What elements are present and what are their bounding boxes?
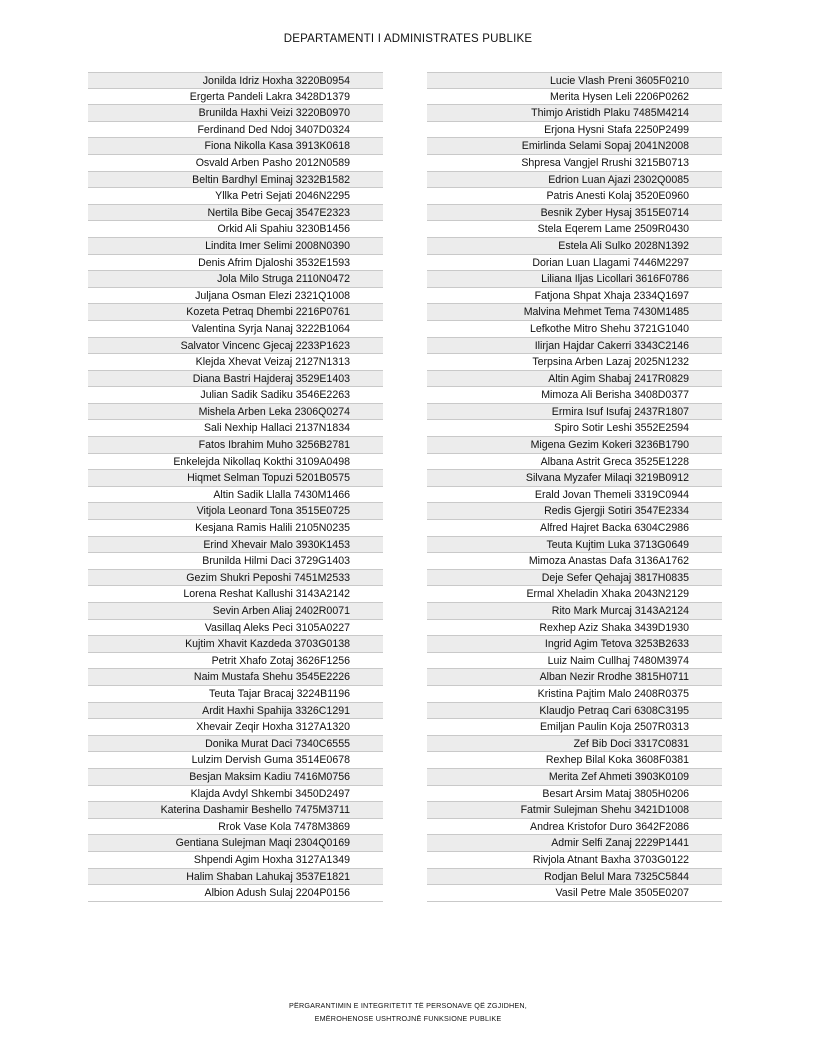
list-item: Rito Mark Murcaj 3143A2124 xyxy=(427,603,722,620)
list-item: Albana Astrit Greca 3525E1228 xyxy=(427,454,722,471)
footer-line-1: PËRGARANTIMIN E INTEGRITETIT TË PERSONAVE QË ZGJIDHEN, xyxy=(288,1001,528,1010)
left-name-column xyxy=(88,72,383,902)
list-item: Diana Bastri Hajderaj 3529E1403 xyxy=(88,371,383,388)
list-item: Xhevair Zeqir Hoxha 3127A1320 xyxy=(88,719,383,736)
list-item: Katerina Dashamir Beshello 7475M3711 xyxy=(88,802,383,819)
list-item: Merita Hysen Leli 2206P0262 xyxy=(427,89,722,106)
list-item: Valentina Syrja Nanaj 3222B1064 xyxy=(88,321,383,338)
list-item: Mimoza Ali Berisha 3408D0377 xyxy=(427,387,722,404)
list-item: Rrok Vase Kola 7478M3869 xyxy=(88,819,383,836)
list-item: Alfred Hajret Backa 6304C2986 xyxy=(427,520,722,537)
list-item: Erjona Hysni Stafa 2250P2499 xyxy=(427,122,722,139)
list-item: Besnik Zyber Hysaj 3515E0714 xyxy=(427,205,722,222)
list-item: Ermira Isuf Isufaj 2437R1807 xyxy=(427,404,722,421)
list-item: Ardit Haxhi Spahija 3326C1291 xyxy=(88,703,383,720)
list-item: Yllka Petri Sejati 2046N2295 xyxy=(88,188,383,205)
list-item: Petrit Xhafo Zotaj 3626F1256 xyxy=(88,653,383,670)
list-item: Silvana Myzafer Milaqi 3219B0912 xyxy=(427,470,722,487)
list-item: Ergerta Pandeli Lakra 3428D1379 xyxy=(88,89,383,106)
page-footer xyxy=(0,999,816,1025)
list-item: Terpsina Arben Lazaj 2025N1232 xyxy=(427,354,722,371)
list-item: Jonilda Idriz Hoxha 3220B0954 xyxy=(88,72,383,89)
list-item: Klaudjo Petraq Cari 6308C3195 xyxy=(427,703,722,720)
list-item: Kujtim Xhavit Kazdeda 3703G0138 xyxy=(88,636,383,653)
list-item: Altin Sadik Llalla 7430M1466 xyxy=(88,487,383,504)
list-item: Hiqmet Selman Topuzi 5201B0575 xyxy=(88,470,383,487)
list-item: Lucie Vlash Preni 3605F0210 xyxy=(427,72,722,89)
list-item: Merita Zef Ahmeti 3903K0109 xyxy=(427,769,722,786)
list-item: Klejda Xhevat Veizaj 2127N1313 xyxy=(88,354,383,371)
list-item: Alban Nezir Rrodhe 3815H0711 xyxy=(427,669,722,686)
list-item: Mimoza Anastas Dafa 3136A1762 xyxy=(427,553,722,570)
list-item: Julian Sadik Sadiku 3546E2263 xyxy=(88,387,383,404)
list-item: Shpendi Agim Hoxha 3127A1349 xyxy=(88,852,383,869)
list-item: Edrion Luan Ajazi 2302Q0085 xyxy=(427,172,722,189)
list-item: Fatmir Sulejman Shehu 3421D1008 xyxy=(427,802,722,819)
list-item: Shpresa Vangjel Rrushi 3215B0713 xyxy=(427,155,722,172)
list-item: Kesjana Ramis Halili 2105N0235 xyxy=(88,520,383,537)
list-item: Erald Jovan Themeli 3319C0944 xyxy=(427,487,722,504)
list-item: Dorian Luan Llagami 7446M2297 xyxy=(427,255,722,272)
list-item: Juljana Osman Elezi 2321Q1008 xyxy=(88,288,383,305)
list-item: Fatos Ibrahim Muho 3256B2781 xyxy=(88,437,383,454)
list-item: Teuta Tajar Bracaj 3224B1196 xyxy=(88,686,383,703)
list-item: Lulzim Dervish Guma 3514E0678 xyxy=(88,752,383,769)
list-item: Lorena Reshat Kallushi 3143A2142 xyxy=(88,586,383,603)
list-item: Emiljan Paulin Koja 2507R0313 xyxy=(427,719,722,736)
list-item: Besjan Maksim Kadiu 7416M0756 xyxy=(88,769,383,786)
list-item: Halim Shaban Lahukaj 3537E1821 xyxy=(88,869,383,886)
page-title: DEPARTAMENTI I ADMINISTRATES PUBLIKE xyxy=(283,33,533,45)
list-item: Ermal Xheladin Xhaka 2043N2129 xyxy=(427,586,722,603)
list-item: Deje Sefer Qehajaj 3817H0835 xyxy=(427,570,722,587)
list-item: Migena Gezim Kokeri 3236B1790 xyxy=(427,437,722,454)
list-item: Brunilda Haxhi Veizi 3220B0970 xyxy=(88,105,383,122)
list-item: Rodjan Belul Mara 7325C5844 xyxy=(427,869,722,886)
list-item: Vasil Petre Male 3505E0207 xyxy=(427,885,722,902)
list-item: Lefkothe Mitro Shehu 3721G1040 xyxy=(427,321,722,338)
list-item: Klajda Avdyl Shkembi 3450D2497 xyxy=(88,786,383,803)
list-item: Ingrid Agim Tetova 3253B2633 xyxy=(427,636,722,653)
list-item: Brunilda Hilmi Daci 3729G1403 xyxy=(88,553,383,570)
list-item: Gezim Shukri Peposhi 7451M2533 xyxy=(88,570,383,587)
list-item: Andrea Kristofor Duro 3642F2086 xyxy=(427,819,722,836)
list-item: Liliana Iljas Licollari 3616F0786 xyxy=(427,271,722,288)
list-item: Stela Eqerem Lame 2509R0430 xyxy=(427,221,722,238)
list-item: Luiz Naim Cullhaj 7480M3974 xyxy=(427,653,722,670)
list-item: Malvina Mehmet Tema 7430M1485 xyxy=(427,304,722,321)
list-item: Redis Gjergji Sotiri 3547E2334 xyxy=(427,503,722,520)
list-item: Estela Ali Sulko 2028N1392 xyxy=(427,238,722,255)
list-item: Vitjola Leonard Tona 3515E0725 xyxy=(88,503,383,520)
list-item: Osvald Arben Pasho 2012N0589 xyxy=(88,155,383,172)
list-item: Denis Afrim Djaloshi 3532E1593 xyxy=(88,255,383,272)
list-item: Rexhep Bilal Koka 3608F0381 xyxy=(427,752,722,769)
list-item: Orkid Ali Spahiu 3230B1456 xyxy=(88,221,383,238)
footer-line-2: EMËROHENOSE USHTROJNË FUNKSIONE PUBLIKE xyxy=(314,1014,502,1023)
list-item: Kristina Pajtim Malo 2408R0375 xyxy=(427,686,722,703)
list-item: Rivjola Atnant Baxha 3703G0122 xyxy=(427,852,722,869)
list-item: Donika Murat Daci 7340C6555 xyxy=(88,736,383,753)
list-item: Kozeta Petraq Dhembi 2216P0761 xyxy=(88,304,383,321)
list-item: Altin Agim Shabaj 2417R0829 xyxy=(427,371,722,388)
list-item: Spiro Sotir Leshi 3552E2594 xyxy=(427,420,722,437)
list-item: Teuta Kujtim Luka 3713G0649 xyxy=(427,537,722,554)
list-item: Thimjo Aristidh Plaku 7485M4214 xyxy=(427,105,722,122)
list-item: Beltin Bardhyl Eminaj 3232B1582 xyxy=(88,172,383,189)
list-item: Sevin Arben Aliaj 2402R0071 xyxy=(88,603,383,620)
list-item: Sali Nexhip Hallaci 2137N1834 xyxy=(88,420,383,437)
list-item: Emirlinda Selami Sopaj 2041N2008 xyxy=(427,138,722,155)
list-item: Mishela Arben Leka 2306Q0274 xyxy=(88,404,383,421)
list-item: Besart Arsim Mataj 3805H0206 xyxy=(427,786,722,803)
right-name-column xyxy=(427,72,722,902)
list-item: Ferdinand Ded Ndoj 3407D0324 xyxy=(88,122,383,139)
list-item: Fatjona Shpat Xhaja 2334Q1697 xyxy=(427,288,722,305)
list-item: Erind Xhevair Malo 3930K1453 xyxy=(88,537,383,554)
list-item: Nertila Bibe Gecaj 3547E2323 xyxy=(88,205,383,222)
list-item: Salvator Vincenc Gjecaj 2233P1623 xyxy=(88,338,383,355)
list-item: Gentiana Sulejman Maqi 2304Q0169 xyxy=(88,835,383,852)
list-item: Zef Bib Doci 3317C0831 xyxy=(427,736,722,753)
list-item: Ilirjan Hajdar Cakerri 3343C2146 xyxy=(427,338,722,355)
list-item: Rexhep Aziz Shaka 3439D1930 xyxy=(427,620,722,637)
list-item: Patris Anesti Kolaj 3520E0960 xyxy=(427,188,722,205)
list-item: Vasillaq Aleks Peci 3105A0227 xyxy=(88,620,383,637)
list-item: Albion Adush Sulaj 2204P0156 xyxy=(88,885,383,902)
list-item: Naim Mustafa Shehu 3545E2226 xyxy=(88,669,383,686)
list-item: Enkelejda Nikollaq Kokthi 3109A0498 xyxy=(88,454,383,471)
list-item: Jola Milo Struga 2110N0472 xyxy=(88,271,383,288)
list-item: Lindita Imer Selimi 2008N0390 xyxy=(88,238,383,255)
list-item: Fiona Nikolla Kasa 3913K0618 xyxy=(88,138,383,155)
list-item: Admir Selfi Zanaj 2229P1441 xyxy=(427,835,722,852)
